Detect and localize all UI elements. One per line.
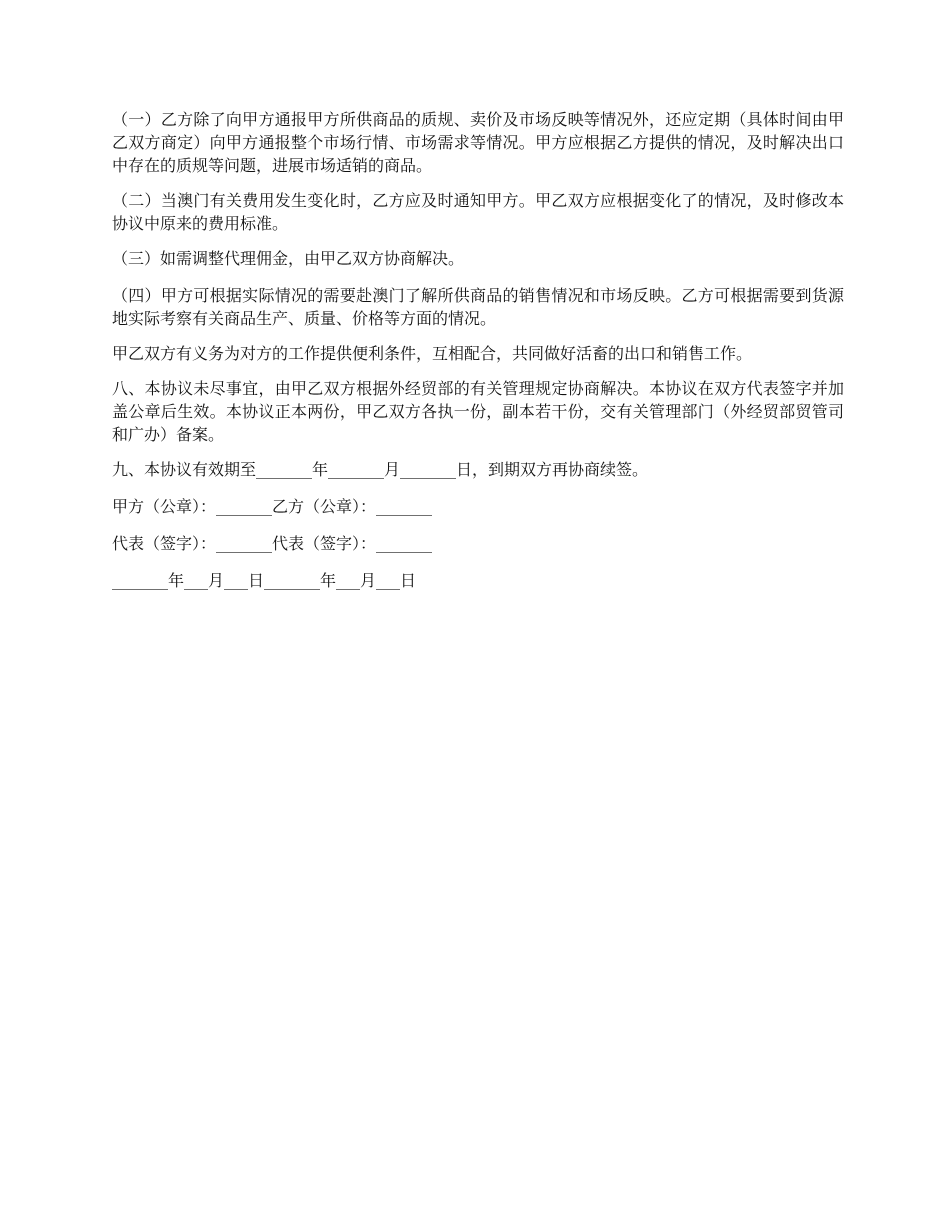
- article-9-paragraph: 九、本协议有效期至_______年_______月_______日，到期双方再协商续签。: [112, 460, 649, 479]
- clause-4-paragraph: （四）甲方可根据实际情况的需要赴澳门了解所供商品的销售情况和市场反映。乙方可根据需要到货源地实际考察有关商品生产、质量、价格等方面的情况。: [112, 286, 844, 328]
- clause-1-paragraph: （一）乙方除了向甲方通报甲方所供商品的质规、卖价及市场反映等情况外，还应定期（具体时间由甲乙双方商定）向甲方通报整个市场行情、市场需求等情况。甲方应根据乙方提供的情况，及时解决出口中存在的质规等问题，进展市场适销的商品。: [112, 110, 844, 175]
- signature-line: 代表（签字）：_______代表（签字）：_______: [112, 534, 433, 553]
- article-8-paragraph: 八、本协议未尽事宜，由甲乙双方根据外经贸部的有关管理规定协商解决。本协议在双方代表签字并加盖公章后生效。本协议正本两份，甲乙双方各执一份，副本若干份，交有关管理部门（外经贸部贸管司和广办）备案。: [112, 379, 844, 444]
- clause-2-paragraph: （二）当澳门有关费用发生变化时，乙方应及时通知甲方。甲乙双方应根据变化了的情况，及时修改本协议中原来的费用标准。: [112, 191, 844, 233]
- seal-line: 甲方（公章）：_______乙方（公章）：_______: [112, 497, 433, 516]
- clause-3-paragraph: （三）如需调整代理佣金，由甲乙双方协商解决。: [112, 249, 465, 268]
- document-body: [112, 108, 844, 606]
- cooperation-paragraph: 甲乙双方有义务为对方的工作提供便利条件，互相配合，共同做好活畜的出口和销售工作。: [112, 344, 753, 363]
- date-line: _______年___月___日_______年___月___日: [112, 571, 417, 590]
